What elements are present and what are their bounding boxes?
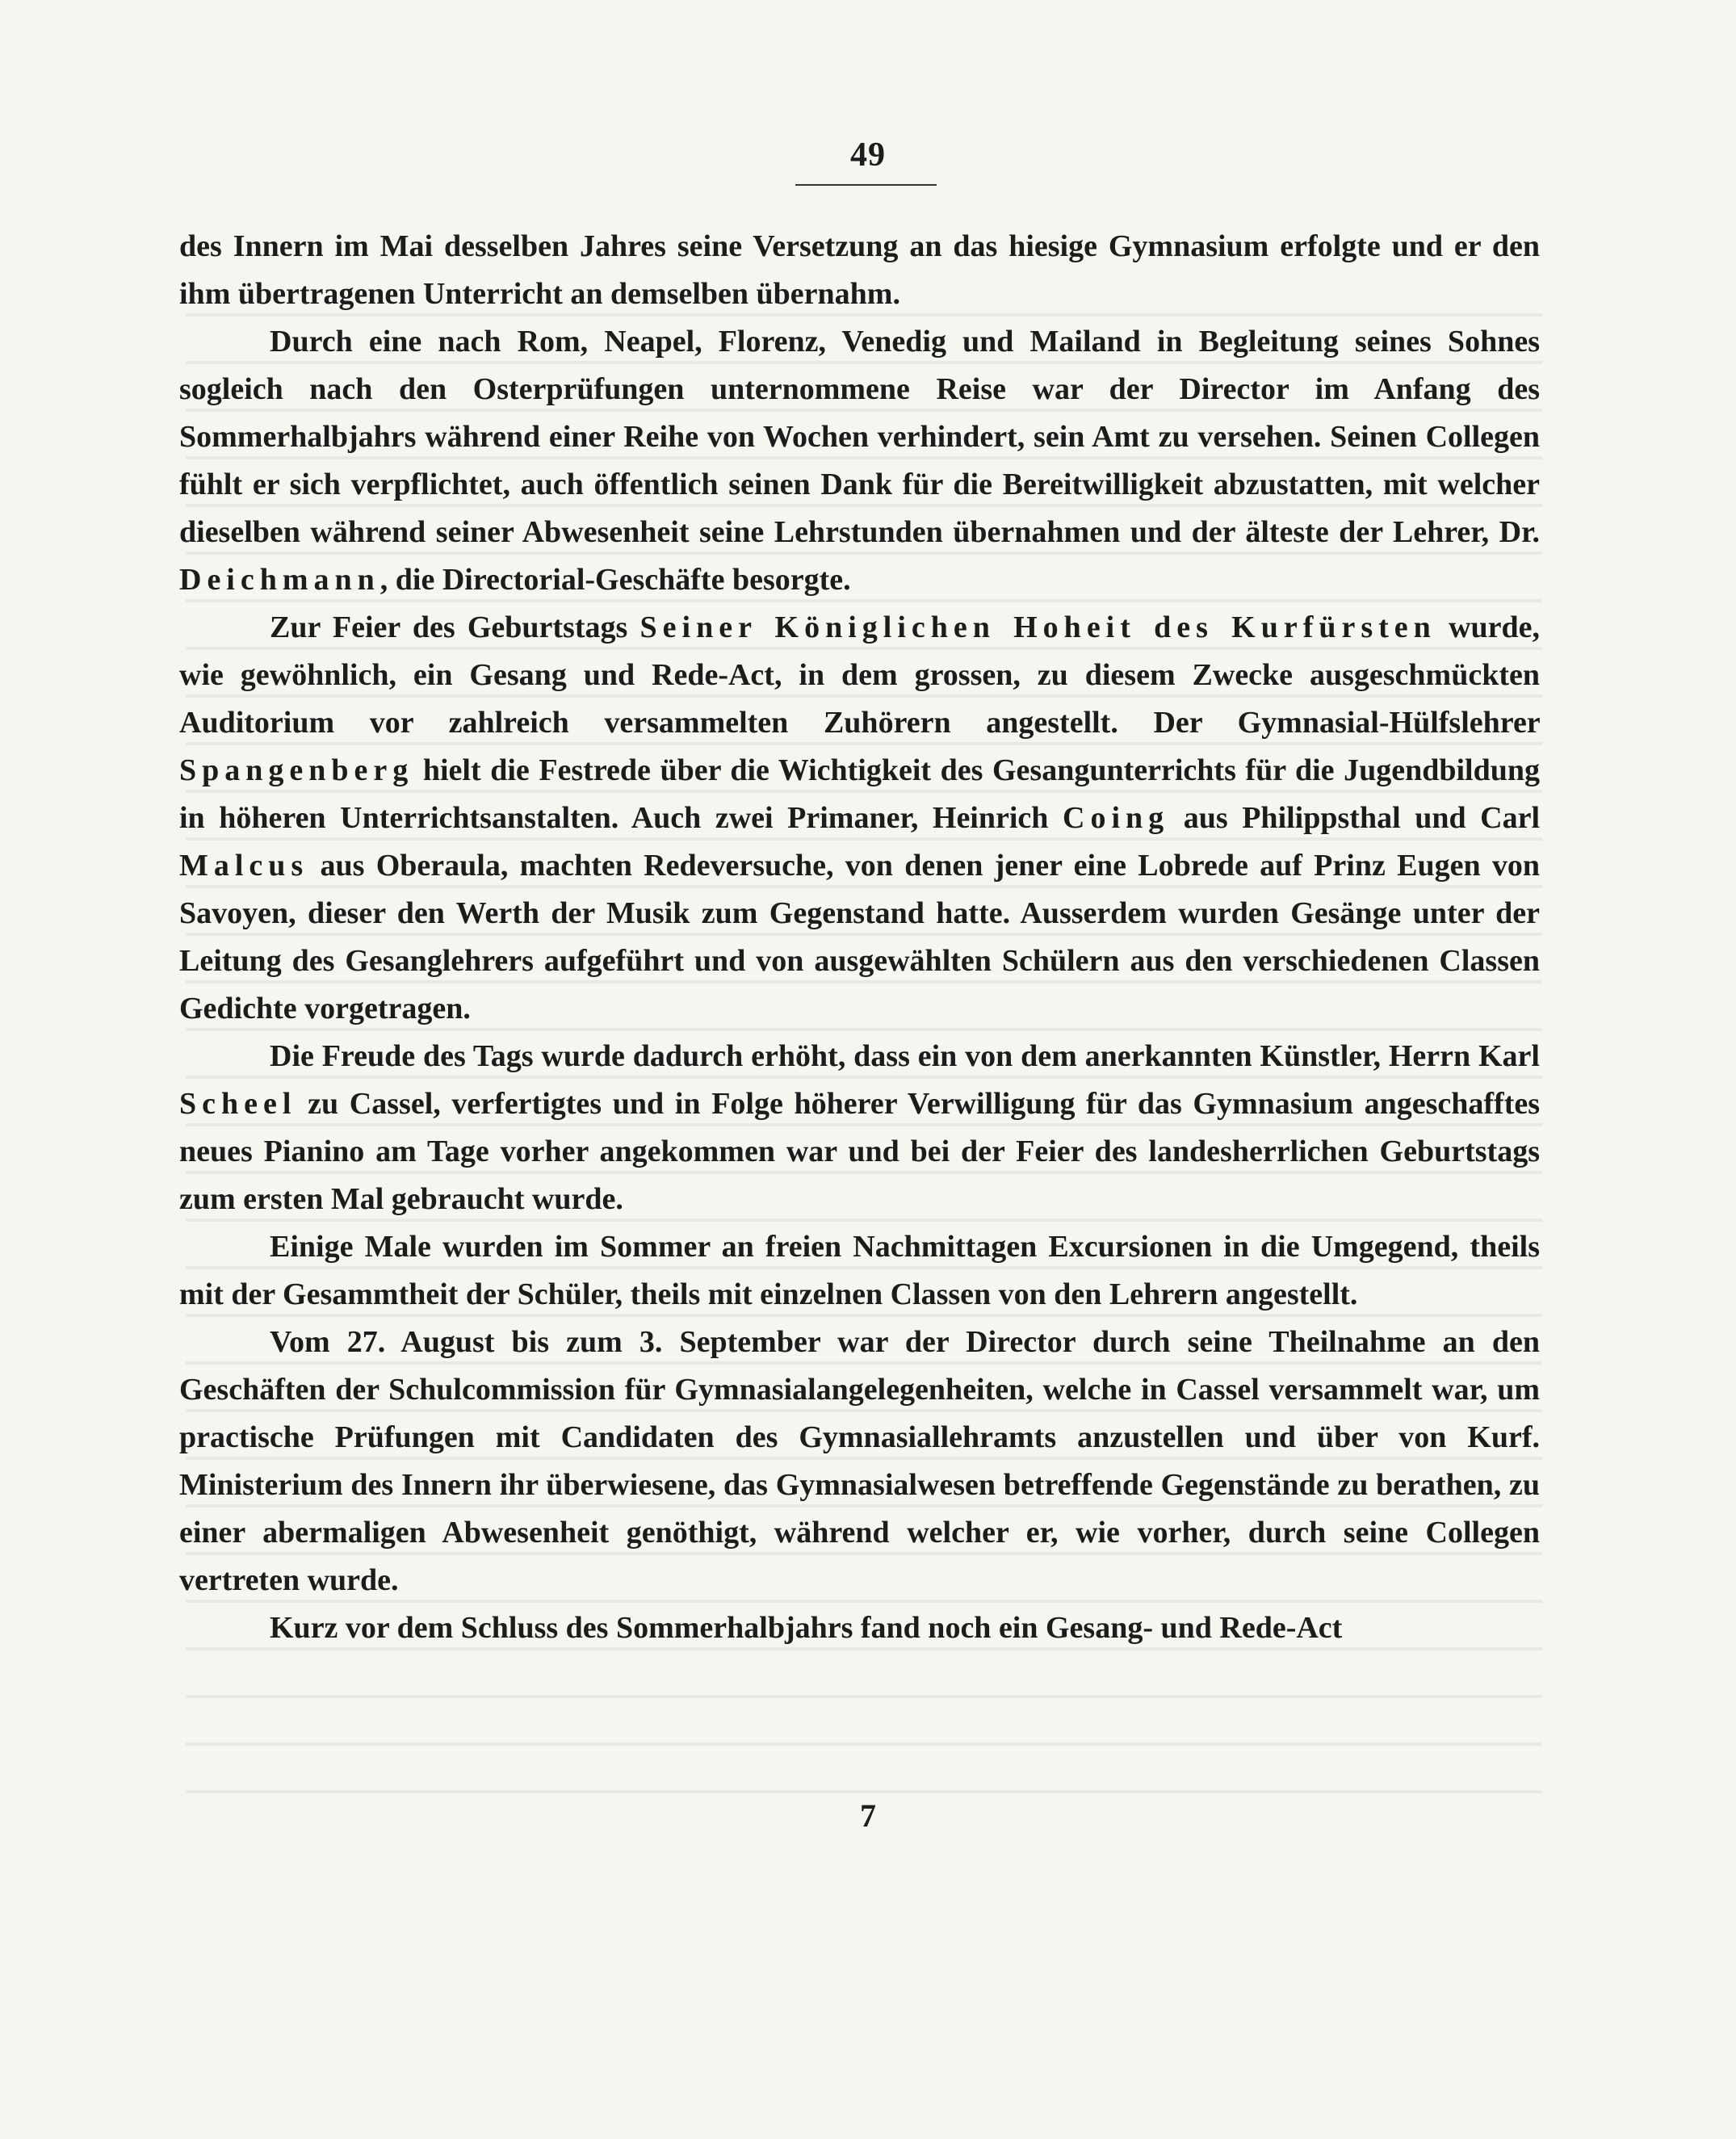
paragraph-text: aus Oberaula, machten Redeversuche, von denen jener eine Lobrede auf Prinz Eugen von Savoyen, dieser den Werth der Musik zum Gegenstand hatte. Ausserdem wurden Gesänge unter der Leitung des Gesanglehrers aufgeführt und von ausgewählten Schülern aus den verschiedenen Classen Gedichte vorgetragen. [179,849,1540,1025]
paragraph-1 [179,223,1540,318]
body-text [179,223,1540,1652]
paragraph-text: wurde, wie gewöhnlich, ein Gesang und Rede-Act, in dem grossen, zu diesem Zwecke ausgeschmückten Auditorium vor zahlreich versammelten Zuhörern angestellt. Der Gymnasial-Hülfslehrer [179,610,1541,740]
paragraph-text: , die Directorial-Geschäfte besorgte. [379,563,851,597]
paragraph-3 [179,604,1540,1033]
spaced-name: Scheel [179,1087,297,1121]
paragraph-text: Kurz vor dem Schluss des Sommerhalbjahrs fand noch ein Gesang- und Rede-Act [270,1611,1343,1645]
paragraph-2 [179,318,1540,604]
paragraph-text: zu Cassel, verfertigtes und in Folge höherer Verwilligung für das Gymnasium angeschafftes neues Pianino am Tage vorher angekommen war und bei der Feier des landesherrlichen Geburtstags zum ersten Mal gebraucht wurde. [179,1087,1541,1216]
paragraph-6 [179,1319,1540,1604]
paragraph-text: aus Philippsthal und Carl [1183,801,1541,835]
page-number: 49 [850,136,886,174]
paragraph-text: des Innern im Mai desselben Jahres seine Versetzung an das hiesige Gymnasium erfolgte und er den ihm übertragenen Unterricht an demselben übernahm. [179,229,1540,311]
paragraph-5 [179,1223,1540,1319]
spaced-name: Seiner Königlichen Hoheit des Kurfürsten [639,610,1436,644]
spaced-name: Coing [1063,801,1170,835]
spaced-name: Spangenberg [179,753,414,787]
header-rule [795,184,937,186]
spaced-name: Malcus [179,849,309,883]
paragraph-7 [179,1604,1540,1652]
paragraph-text: Durch eine nach Rom, Neapel, Florenz, Venedig und Mailand in Begleitung seines Sohnes sogleich nach den Osterprüfungen unternommene Reise war der Director im Anfang des Sommerhalbjahrs während einer Reihe von Wochen verhindert, sein Amt zu versehen. Seinen Collegen fühlt er sich verpflichtet, auch öffentlich seinen Dank für die Bereitwilligkeit abzustatten, mit welcher dieselben während seiner Abwesenheit seine Lehrstunden übernahmen und der älteste der Lehrer, Dr. [179,325,1540,549]
paragraph-text: Vom 27. August bis zum 3. September war der Director durch seine Theilnahme an den Geschäften der Schulcommission für Gymnasialangelegenheiten, welche in Cassel versammelt war, um practische Prüfungen mit Candidaten des Gymnasiallehramts anzustellen und über von Kurf. Ministerium des Innern ihr überwiesene, das Gymnasialwesen betreffende Gegenstände zu berathen, zu einer abermaligen Abwesenheit genöthigt, während welcher er, wie vorher, durch seine Collegen vertreten wurde. [179,1325,1540,1597]
paragraph-text: hielt die Festrede über die Wichtigkeit des Gesangunterrichts für die Jugendbildung in höheren Unterrichtsanstalten. Auch zwei Primaner, Heinrich [179,753,1540,835]
paragraph-text: Die Freude des Tags wurde dadurch erhöht, dass ein von dem anerkannten Künstler, Herrn Karl [270,1039,1540,1073]
paragraph-text: Zur Feier des Geburtstags [270,610,628,644]
spaced-name: Deichmann [179,563,380,597]
paragraph-4 [179,1033,1540,1223]
signature-mark: 7 [860,1797,876,1834]
paragraph-text: Einige Male wurden im Sommer an freien Nachmittagen Excursionen in die Umgegend, theils mit der Gesammtheit der Schüler, theils mit einzelnen Classen von den Lehrern angestellt. [179,1230,1540,1311]
